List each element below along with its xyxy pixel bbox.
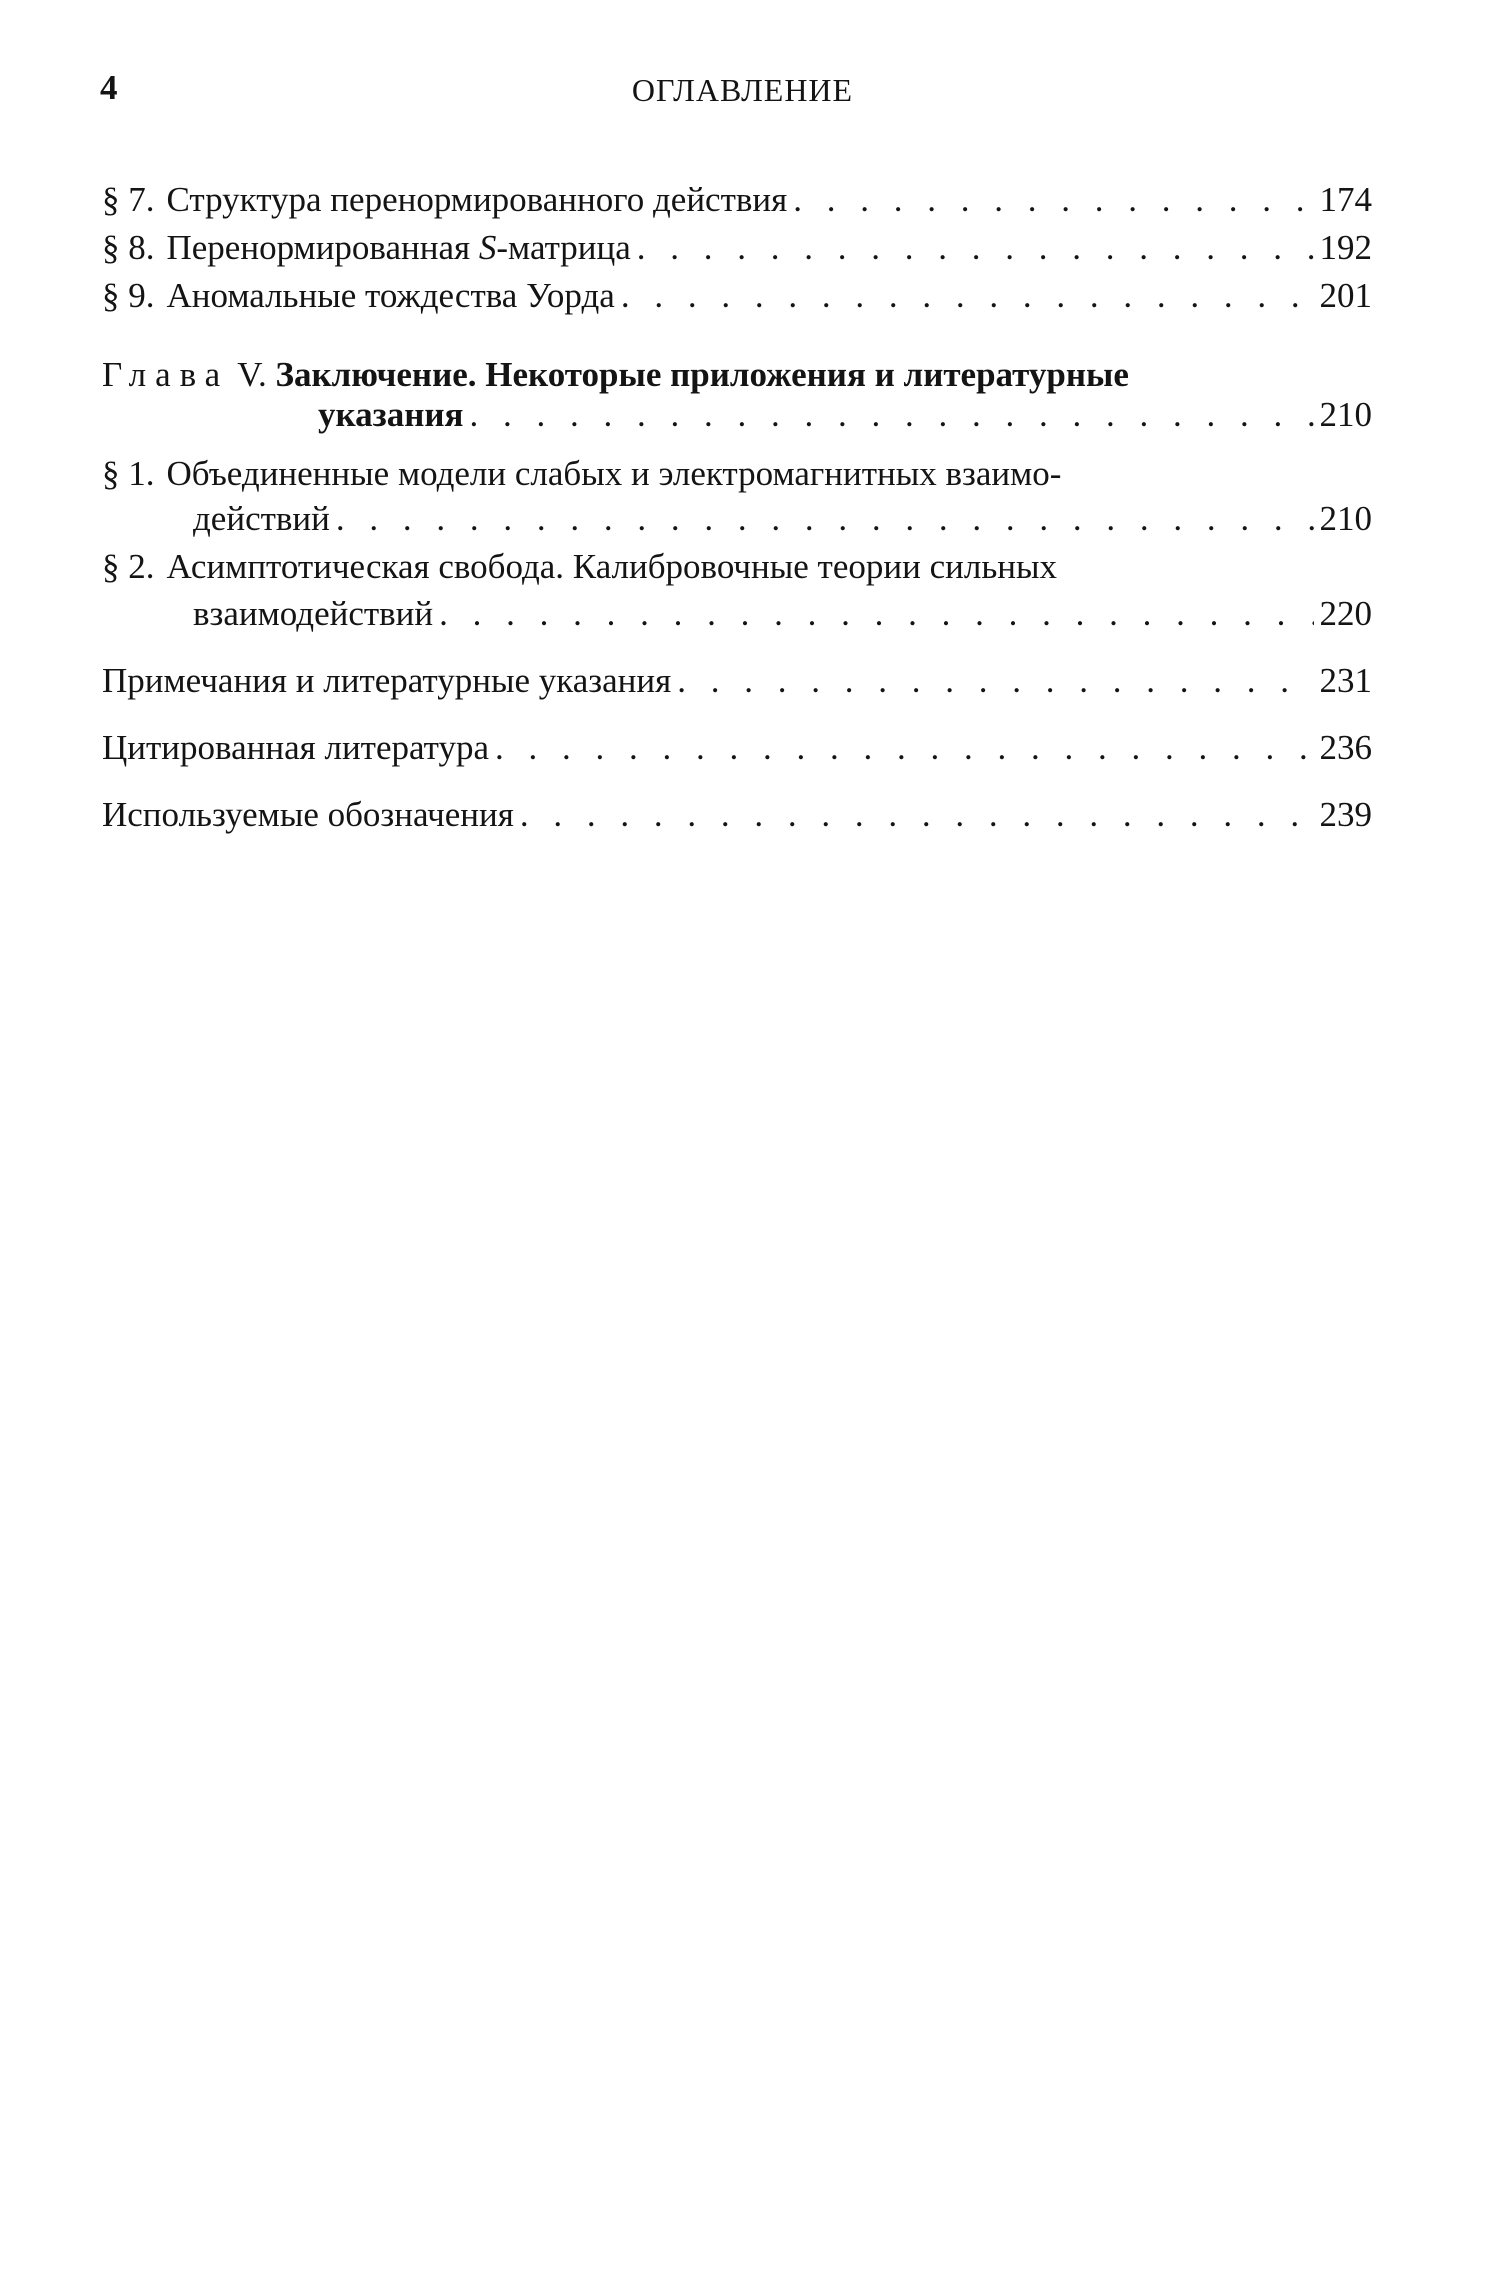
entry-title-cont: взаимодействий bbox=[193, 594, 434, 633]
toc-entry-s7[interactable] bbox=[102, 175, 1372, 225]
section-number: § 7. bbox=[102, 180, 155, 219]
dot-leader bbox=[621, 271, 1314, 321]
toc-entry-c5s2[interactable] bbox=[102, 542, 1057, 592]
entry-title: Используемые обозначения bbox=[102, 795, 514, 834]
dot-leader bbox=[637, 223, 1314, 273]
toc-entry-c5s2-cont[interactable] bbox=[193, 589, 1372, 639]
chapter-number: V. bbox=[237, 355, 267, 394]
entry-page: 192 bbox=[1319, 228, 1372, 267]
section-number: § 9. bbox=[102, 276, 155, 315]
entry-page: 236 bbox=[1319, 728, 1372, 767]
toc-entry-c5s1-cont[interactable] bbox=[193, 494, 1372, 544]
toc-entry-references[interactable] bbox=[102, 723, 1372, 773]
entry-page: 210 bbox=[1319, 499, 1372, 538]
entry-page: 201 bbox=[1319, 276, 1372, 315]
toc-chapter-5-cont[interactable] bbox=[318, 390, 1372, 440]
entry-title-cont: действий bbox=[193, 499, 330, 538]
dot-leader bbox=[495, 723, 1314, 773]
entry-page: 231 bbox=[1319, 661, 1372, 700]
dot-leader bbox=[793, 175, 1313, 225]
entry-title: Структура перенормированного действия bbox=[166, 180, 788, 219]
toc-entry-notes[interactable] bbox=[102, 656, 1372, 706]
entry-title: Асимптотическая свобода. Калибровочные теории сильных bbox=[166, 547, 1058, 586]
section-number: § 8. bbox=[102, 228, 155, 267]
toc-entry-c5s1[interactable] bbox=[102, 449, 1061, 499]
dot-leader bbox=[677, 656, 1313, 706]
entry-title: Объединенные модели слабых и электромагнитных взаимо- bbox=[166, 454, 1062, 493]
entry-page: 174 bbox=[1319, 180, 1372, 219]
dot-leader bbox=[469, 390, 1313, 440]
dot-leader bbox=[520, 790, 1314, 840]
chapter-label: Глава bbox=[102, 355, 230, 394]
entry-title-italic: S bbox=[478, 228, 497, 267]
dot-leader bbox=[439, 589, 1313, 639]
page-number: 4 bbox=[100, 68, 118, 107]
chapter-title: Заключение. Некоторые приложения и литературные bbox=[275, 355, 1129, 394]
entry-page: 210 bbox=[1319, 395, 1372, 434]
entry-title: Цитированная литература bbox=[102, 728, 489, 767]
entry-title-part: -матрица bbox=[496, 228, 631, 267]
entry-title: Аномальные тождества Уорда bbox=[166, 276, 615, 315]
chapter-title-cont: указания bbox=[318, 395, 464, 434]
section-number: § 1. bbox=[102, 454, 155, 493]
entry-title: Примечания и литературные указания bbox=[102, 661, 672, 700]
entry-title-part: Перенормированная bbox=[166, 228, 479, 267]
toc-entry-s9[interactable] bbox=[102, 271, 1372, 321]
toc-entry-s8[interactable] bbox=[102, 223, 1372, 273]
dot-leader bbox=[336, 494, 1314, 544]
section-number: § 2. bbox=[102, 547, 155, 586]
toc-entry-notation[interactable] bbox=[102, 790, 1372, 840]
entry-page: 239 bbox=[1319, 795, 1372, 834]
running-head: ОГЛАВЛЕНИЕ bbox=[631, 72, 854, 108]
entry-page: 220 bbox=[1319, 594, 1372, 633]
entry-title bbox=[167, 223, 631, 273]
